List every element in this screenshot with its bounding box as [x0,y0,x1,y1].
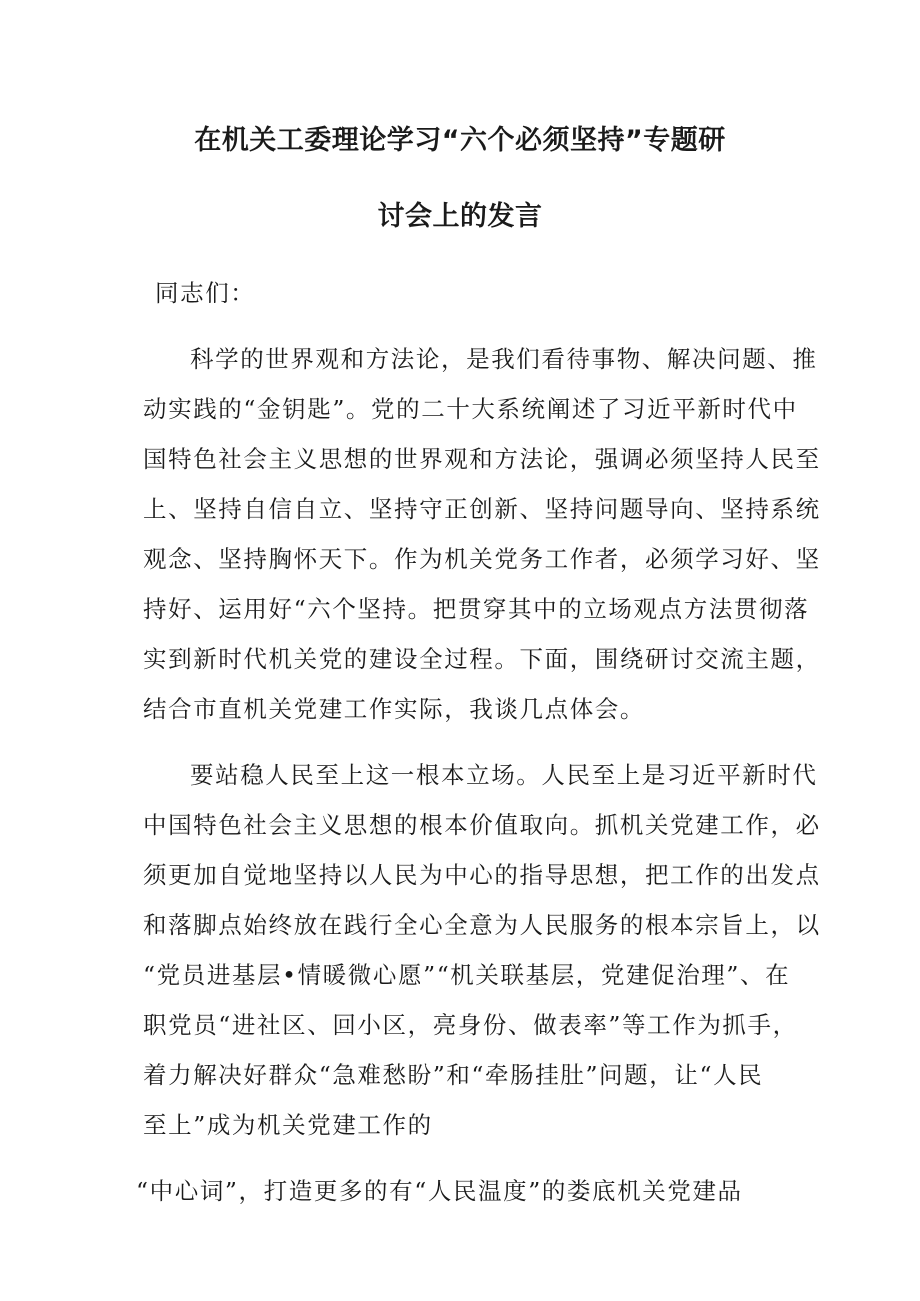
paragraph-line: 观念、坚持胸怀天下。作为机关党务工作者，必须学习好、坚 [143,545,821,573]
paragraph-line: 实到新时代机关党的建设全过程。下面，围绕研讨交流主题， [143,645,821,673]
paragraph-line: 持好、运用好“六个坚持。把贯穿其中的立场观点方法贯彻落 [143,595,810,623]
document-title-line2: 讨会上的发言 [377,201,543,232]
paragraph-line: “中心词”，打造更多的有“人民温度”的娄底机关党建品 [136,1177,743,1205]
document-title-line1: 在机关工委理论学习“六个必须坚持”专题研 [194,125,726,156]
paragraph-line: 职党员“进社区、回小区，亮身份、做表率”等工作为抓手， [143,1011,798,1039]
paragraph-line: 上、坚持自信自立、坚持守正创新、坚持问题导向、坚持系统 [143,495,821,523]
paragraph-line: 中国特色社会主义思想的根本价值取向。抓机关党建工作，必 [143,811,821,839]
paragraph-line: 动实践的“金钥匙”。党的二十大系统阐述了习近平新时代中 [143,395,798,423]
paragraph-line: 着力解决好群众“急难愁盼”和“牵肠挂肚”问题，让“人民 [143,1061,764,1089]
salutation: 同志们： [155,279,256,307]
paragraph-line: 要站稳人民至上这一根本立场。人民至上是习近平新时代 [190,761,818,789]
paragraph-line: 国特色社会主义思想的世界观和方法论，强调必须坚持人民至 [143,445,821,473]
paragraph-line: 和落脚点始终放在践行全心全意为人民服务的根本宗旨上，以 [143,911,821,939]
paragraph-line: 科学的世界观和方法论，是我们看待事物、解决问题、推 [190,345,818,373]
paragraph-line: 须更加自觉地坚持以人民为中心的指导思想，把工作的出发点 [143,861,821,889]
paragraph-line: “党员进基层•情暖微心愿”“机关联基层，党建促治理”、在 [143,961,791,989]
paragraph-line: 结合市直机关党建工作实际，我谈几点体会。 [143,695,645,723]
paragraph-line: 至上”成为机关党建工作的 [143,1111,433,1139]
